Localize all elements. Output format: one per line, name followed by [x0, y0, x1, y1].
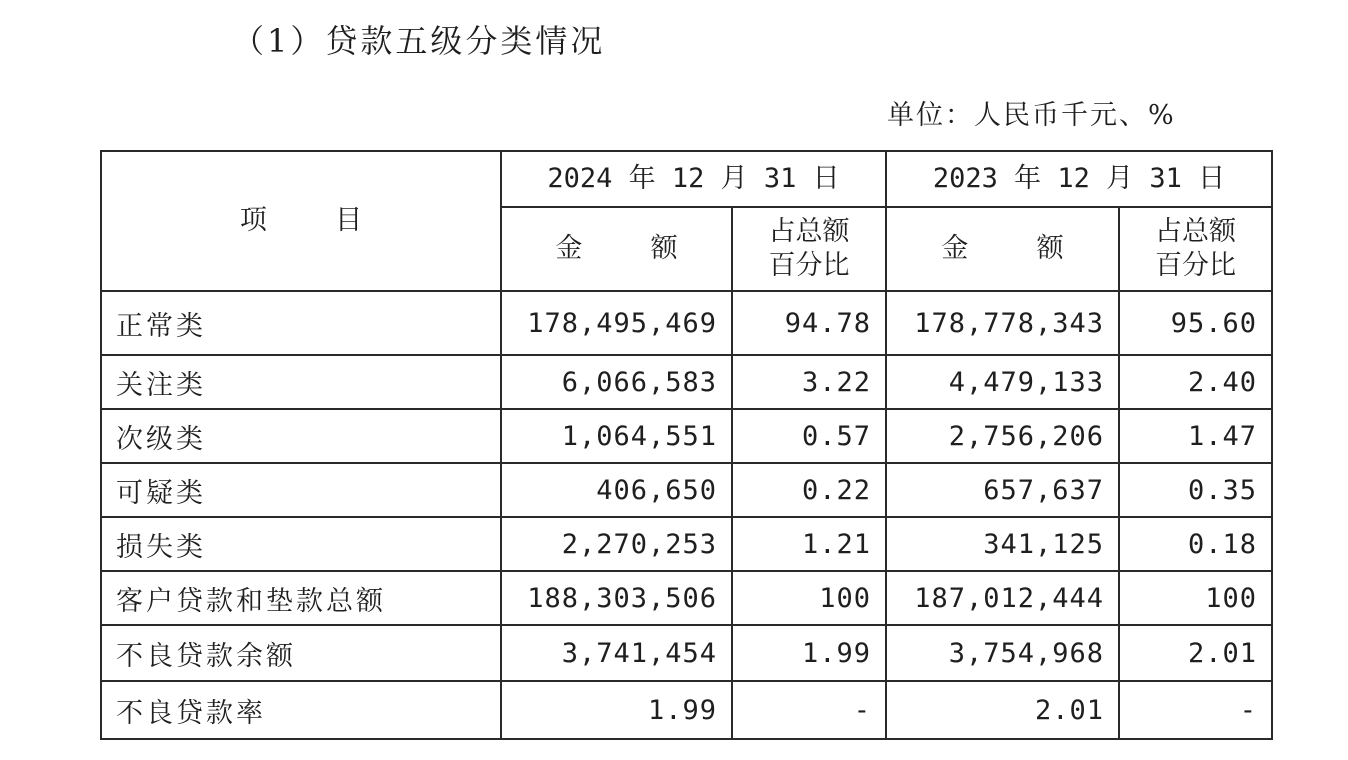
- row-item: 客户贷款和垫款总额: [101, 571, 501, 625]
- loan-classification-table: [100, 150, 1273, 740]
- header-pct-2023-line2: 百分比: [1155, 250, 1237, 281]
- pct-2024: 1.21: [732, 517, 886, 571]
- header-pct-2024-line2: 百分比: [768, 250, 850, 281]
- table-row: [101, 681, 1272, 739]
- table-row: [101, 625, 1272, 681]
- amount-2023: 178,778,343: [886, 291, 1119, 355]
- pct-2024: 0.57: [732, 409, 886, 463]
- pct-2024: 94.78: [732, 291, 886, 355]
- row-item: 不良贷款率: [101, 681, 501, 739]
- pct-2024: 100: [732, 571, 886, 625]
- amount-2023: 657,637: [886, 463, 1119, 517]
- pct-2024: -: [732, 681, 886, 739]
- row-item: 关注类: [101, 355, 501, 409]
- header-pct-2024: [732, 207, 886, 291]
- row-item: 次级类: [101, 409, 501, 463]
- table-row: [101, 517, 1272, 571]
- amount-2024: 1.99: [501, 681, 732, 739]
- pct-2023: 0.18: [1119, 517, 1272, 571]
- header-period-2023: 2023 年 12 月 31 日: [886, 151, 1272, 207]
- pct-2023: 2.01: [1119, 625, 1272, 681]
- header-amount-2024: 金 额: [501, 207, 732, 291]
- amount-2023: 4,479,133: [886, 355, 1119, 409]
- pct-2023: -: [1119, 681, 1272, 739]
- amount-2023: 2.01: [886, 681, 1119, 739]
- section-title: （1）贷款五级分类情况: [232, 22, 606, 60]
- amount-2023: 3,754,968: [886, 625, 1119, 681]
- table-row: [101, 291, 1272, 355]
- amount-2024: 3,741,454: [501, 625, 732, 681]
- pct-2023: 0.35: [1119, 463, 1272, 517]
- amount-2024: 2,270,253: [501, 517, 732, 571]
- pct-2023: 100: [1119, 571, 1272, 625]
- row-item: 损失类: [101, 517, 501, 571]
- header-pct-2023-line1: 占总额: [1155, 216, 1237, 247]
- pct-2024: 1.99: [732, 625, 886, 681]
- row-item: 可疑类: [101, 463, 501, 517]
- pct-2023: 1.47: [1119, 409, 1272, 463]
- header-pct-2024-line1: 占总额: [768, 216, 850, 247]
- amount-2023: 2,756,206: [886, 409, 1119, 463]
- amount-2023: 187,012,444: [886, 571, 1119, 625]
- row-item: 正常类: [101, 291, 501, 355]
- header-item: 项 目: [101, 151, 501, 291]
- table-row: [101, 355, 1272, 409]
- table-row: [101, 463, 1272, 517]
- header-amount-2023: 金 额: [886, 207, 1119, 291]
- unit-note: 单位：人民币千元、%: [887, 100, 1176, 131]
- amount-2024: 178,495,469: [501, 291, 732, 355]
- amount-2024: 406,650: [501, 463, 732, 517]
- table-row: [101, 409, 1272, 463]
- pct-2023: 2.40: [1119, 355, 1272, 409]
- amount-2024: 1,064,551: [501, 409, 732, 463]
- row-item: 不良贷款余额: [101, 625, 501, 681]
- amount-2024: 188,303,506: [501, 571, 732, 625]
- pct-2024: 3.22: [732, 355, 886, 409]
- pct-2023: 95.60: [1119, 291, 1272, 355]
- amount-2024: 6,066,583: [501, 355, 732, 409]
- header-pct-2023: [1119, 207, 1272, 291]
- header-period-2024: 2024 年 12 月 31 日: [501, 151, 886, 207]
- table-row: [101, 571, 1272, 625]
- pct-2024: 0.22: [732, 463, 886, 517]
- amount-2023: 341,125: [886, 517, 1119, 571]
